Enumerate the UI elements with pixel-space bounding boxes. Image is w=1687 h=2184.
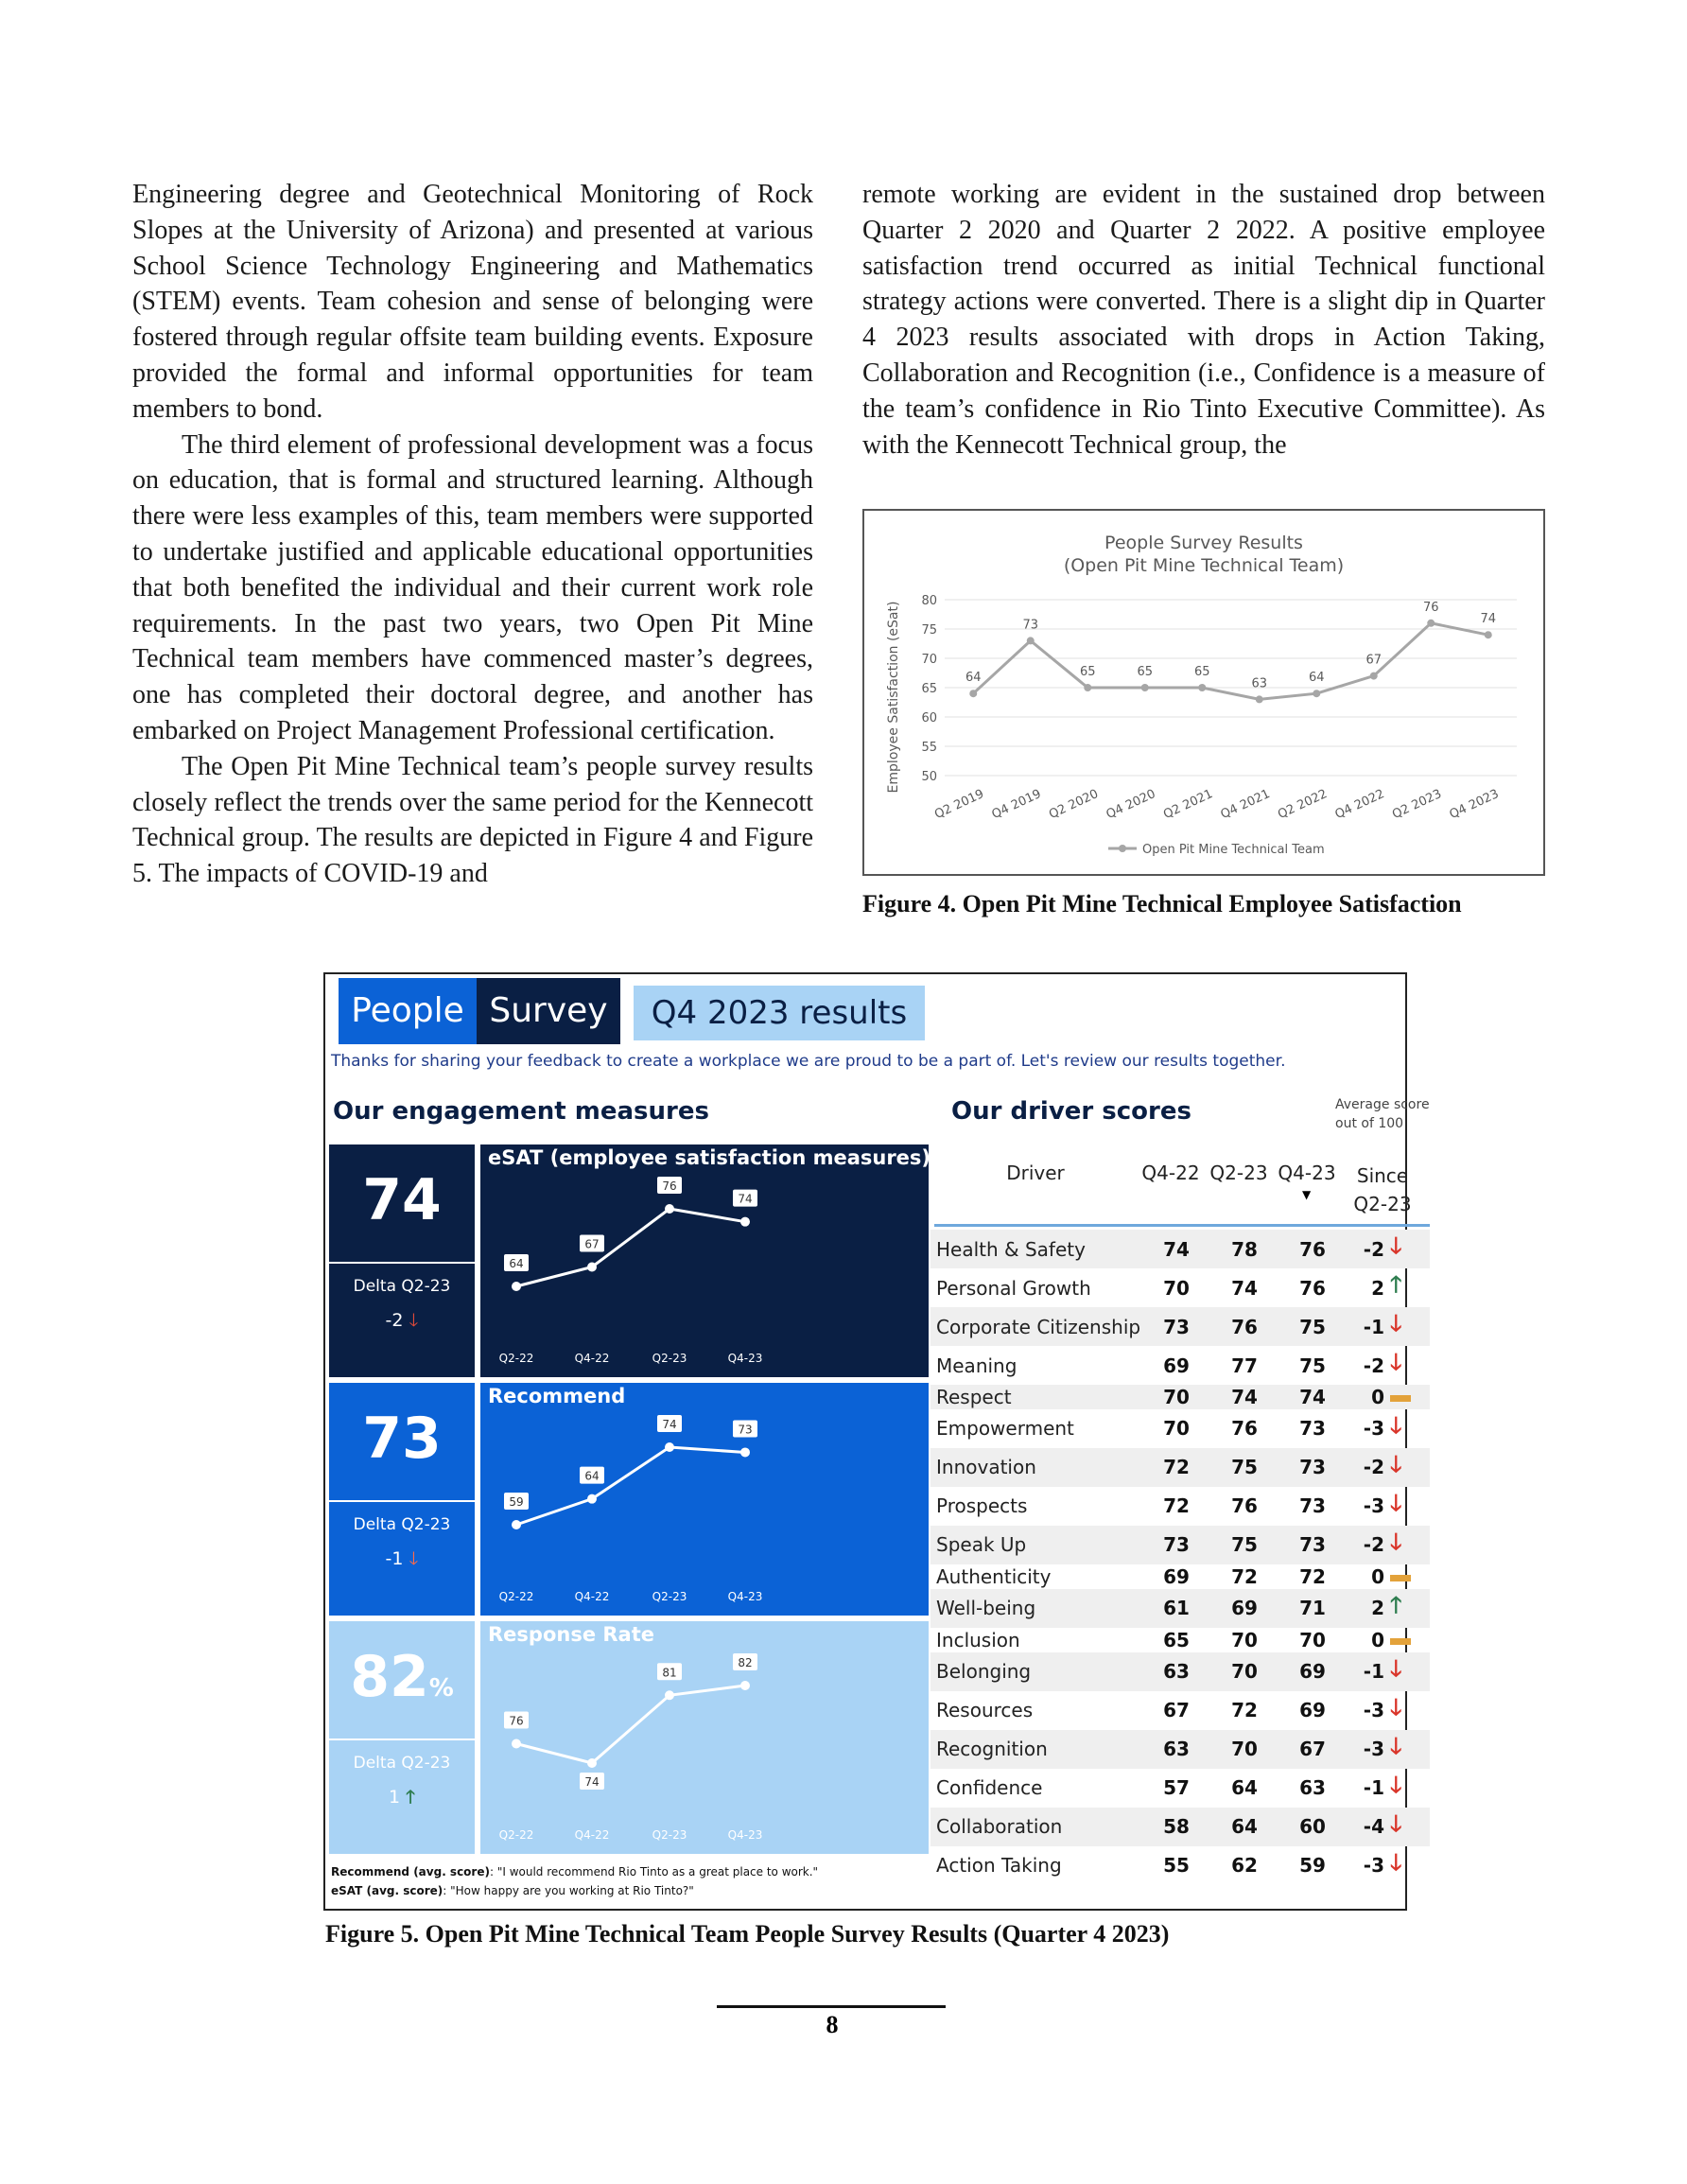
thanks-text: Thanks for sharing your feedback to create a workplace we are proud to be a part of. Let's review our results together. (331, 1052, 1286, 1071)
driver-since: -1 (1347, 1652, 1384, 1691)
y-tick-label: 50 (921, 770, 937, 784)
data-label: 65 (1193, 665, 1210, 679)
sort-down-icon: ▼ (1302, 1188, 1312, 1201)
driver-name: Empowerment (936, 1417, 1074, 1441)
driver-row (930, 1409, 1430, 1448)
header-results: Q4 2023 results (634, 986, 925, 1040)
driver-q4-23: 73 (1278, 1448, 1347, 1487)
driver-name: Innovation (930, 1448, 1142, 1487)
driver-q4-22: 57 (1163, 1776, 1190, 1800)
driver-q4-23: 76 (1299, 1276, 1326, 1300)
data-point (1256, 695, 1263, 703)
up-arrow-icon: 🡑 (406, 1787, 416, 1808)
driver-q2-23: 77 (1231, 1354, 1258, 1377)
recommend-mini-chart (480, 1383, 929, 1616)
header-people: People (339, 978, 477, 1044)
paragraph: remote working are evident in the sustained drop between Quarter 2 2020 and Quarter 2 2022. A positive employee satisfaction trend occurred as initial Technical functional strategy actions were converted. There is a slight dip in Quarter 4 2023 results associated with drops in Action Taking, Collaboration and Recognition (i.e., Confidence is a measure of the team’s confidence in Rio Tinto Executive Committee). As with the Kennecott Technical group, the (862, 180, 1545, 460)
footer-rule (717, 2005, 946, 2008)
y-tick-label: 75 (921, 623, 937, 638)
data-point (1084, 684, 1091, 691)
kpi-esat-delta: -2 🡓 (385, 1310, 419, 1331)
paragraph: The third element of professional development was a focus on education, that is formal and structured learning. Although there were less examples of this, team members were supported to undertake justified and applicable educational opportunities that both benefited the individual and their current work role requirements. In the past two years, two Open Pit Mine Technical team members have commenced master’s degrees, one has completed their doctoral degree, and another has embarked on Project Management Professional certification. (132, 429, 813, 745)
data-point (740, 1447, 750, 1457)
data-label: 65 (1137, 665, 1154, 679)
driver-q4-22: 69 (1163, 1564, 1190, 1588)
data-point (740, 1217, 750, 1227)
driver-q2-23: 70 (1231, 1628, 1258, 1651)
driver-q2-23: 70 (1210, 1652, 1278, 1691)
driver-q2-23: 62 (1231, 1854, 1258, 1878)
driver-q4-23: 59 (1299, 1854, 1326, 1878)
kpi-recommend-tile (329, 1383, 475, 1616)
driver-q2-23: 70 (1210, 1730, 1278, 1769)
driver-since: -2 (1347, 1230, 1384, 1268)
data-label: 64 (584, 1469, 600, 1483)
x-tick-label: Q4-23 (727, 1828, 763, 1842)
driver-row (930, 1730, 1430, 1769)
x-tick-label: Q4 2023 (1447, 787, 1502, 823)
x-tick-label: Q2-22 (498, 1352, 534, 1365)
y-axis-label: Employee Satisfaction (eSat) (886, 601, 901, 794)
down-arrow-icon: 🡓 (409, 1548, 419, 1569)
driver-name: Meaning (936, 1354, 1017, 1377)
data-label: 76 (662, 1179, 677, 1193)
x-tick-label: Q4-22 (574, 1828, 610, 1842)
down-arrow-icon: 🡓 (1390, 1450, 1402, 1477)
driver-q4-23: 73 (1278, 1526, 1347, 1564)
driver-since: -3 (1363, 1494, 1384, 1518)
driver-name: Action Taking (936, 1854, 1062, 1878)
data-point (587, 1494, 597, 1504)
q2-23-header: Q2-23 (1209, 1162, 1268, 1184)
data-label: 74 (584, 1775, 600, 1789)
driver-name: Recognition (930, 1730, 1142, 1769)
driver-q4-23: 69 (1278, 1652, 1347, 1691)
data-point (969, 690, 977, 697)
driver-row (930, 1487, 1430, 1526)
up-arrow-icon: 🡑 (1390, 1271, 1402, 1298)
figure-4-chart (862, 509, 1545, 876)
driver-row (930, 1589, 1430, 1628)
x-tick-label: Q4-22 (574, 1590, 610, 1603)
kpi-recommend-value: 73 (362, 1406, 442, 1472)
driver-row (930, 1846, 1430, 1885)
data-label: 81 (662, 1666, 677, 1680)
header-survey: Survey (477, 978, 620, 1044)
driver-name: Collaboration (930, 1808, 1142, 1846)
down-arrow-icon: 🡓 (1390, 1848, 1402, 1876)
down-arrow-icon: 🡓 (1390, 1732, 1402, 1759)
driver-q4-23: 67 (1278, 1730, 1347, 1769)
data-point (665, 1690, 674, 1700)
data-point (665, 1442, 674, 1452)
data-point (1027, 637, 1035, 644)
flat-dash-icon (1390, 1638, 1411, 1645)
down-arrow-icon: 🡓 (1390, 1528, 1402, 1555)
response-panel-title: Response Rate (488, 1623, 654, 1646)
data-point (665, 1204, 674, 1214)
driver-q4-23: 60 (1278, 1808, 1347, 1846)
data-point (1141, 684, 1149, 691)
driver-q4-22: 72 (1142, 1448, 1210, 1487)
driver-q2-23: 64 (1231, 1776, 1258, 1800)
driver-q4-22: 72 (1163, 1494, 1190, 1518)
driver-q2-23: 75 (1210, 1448, 1278, 1487)
driver-q4-23: 75 (1278, 1307, 1347, 1346)
figure-5-caption: Figure 5. Open Pit Mine Technical Team People Survey Results (Quarter 4 2023) (325, 1920, 1170, 1948)
figure-4-caption: Figure 4. Open Pit Mine Technical Employee Satisfaction (862, 890, 1462, 917)
y-tick-label: 65 (921, 682, 937, 696)
driver-name: Well-being (930, 1589, 1142, 1628)
paragraph: The Open Pit Mine Technical team’s people survey results closely reflect the trends over the same period for the Kennecott Technical group. The results are depicted in Figure 4 and Figure 5. The impacts of COVID-19 and (132, 751, 813, 889)
driver-q4-22: 67 (1163, 1699, 1190, 1722)
recommend-panel (480, 1383, 929, 1616)
driver-q4-23: 72 (1299, 1564, 1326, 1588)
driver-header: Driver (1006, 1162, 1065, 1184)
right-text-column (862, 177, 1545, 463)
kpi-esat-delta-label: Delta Q2-23 (353, 1277, 451, 1296)
data-label: 59 (509, 1495, 524, 1509)
driver-row (930, 1652, 1430, 1691)
x-tick-label: Q4 2022 (1332, 787, 1387, 823)
kpi-esat-tile (329, 1144, 475, 1377)
driver-table (930, 1230, 1430, 1885)
data-point (512, 1739, 521, 1749)
data-point (587, 1263, 597, 1272)
data-point (512, 1282, 521, 1291)
series-line (516, 1447, 745, 1525)
driver-since: -4 (1347, 1808, 1384, 1846)
driver-name: Speak Up (930, 1526, 1142, 1564)
driver-q2-23: 64 (1210, 1808, 1278, 1846)
data-label: 67 (1365, 653, 1383, 668)
x-tick-label: Q4-23 (727, 1590, 763, 1603)
driver-q2-23: 74 (1210, 1385, 1278, 1409)
driver-row (930, 1564, 1430, 1589)
data-label: 74 (1480, 612, 1497, 627)
x-tick-label: Q4 2020 (1104, 787, 1158, 823)
x-tick-label: Q2-22 (498, 1828, 534, 1842)
data-point (1427, 620, 1435, 627)
esat-panel (480, 1144, 929, 1377)
data-label: 64 (509, 1257, 524, 1270)
data-point (1198, 684, 1206, 691)
data-point (587, 1758, 597, 1768)
driver-since: 0 (1347, 1385, 1384, 1409)
driver-q4-22: 61 (1142, 1589, 1210, 1628)
driver-since: -3 (1363, 1417, 1384, 1441)
x-tick-label: Q2 2022 (1276, 787, 1330, 823)
driver-q4-22: 70 (1163, 1276, 1190, 1300)
driver-name: Confidence (936, 1776, 1043, 1800)
down-arrow-icon: 🡓 (1390, 1489, 1402, 1516)
driver-row (930, 1346, 1430, 1385)
data-label: 74 (738, 1192, 753, 1206)
driver-since: -2 (1347, 1526, 1384, 1564)
driver-since: -1 (1347, 1307, 1384, 1346)
esat-panel-title: eSAT (employee satisfaction measures) (488, 1146, 931, 1169)
data-label: 67 (584, 1237, 600, 1251)
driver-q4-23: 75 (1299, 1354, 1326, 1377)
down-arrow-icon: 🡓 (1390, 1654, 1402, 1682)
data-label: 64 (965, 671, 982, 686)
x-tick-label: Q2 2023 (1390, 787, 1444, 823)
kpi-response-tile (329, 1621, 475, 1854)
response-mini-chart (480, 1621, 929, 1854)
y-tick-label: 55 (921, 741, 937, 755)
driver-q4-22: 73 (1142, 1526, 1210, 1564)
driver-row (930, 1448, 1430, 1487)
driver-q4-22: 70 (1163, 1417, 1190, 1441)
flat-dash-icon (1390, 1395, 1411, 1402)
driver-q2-23: 69 (1210, 1589, 1278, 1628)
x-tick-label: Q2-23 (652, 1590, 687, 1603)
driver-name: Authenticity (936, 1564, 1052, 1588)
data-point (1313, 690, 1320, 697)
driver-q4-23: 76 (1278, 1230, 1347, 1268)
down-arrow-icon: 🡓 (409, 1310, 419, 1331)
response-panel (480, 1621, 929, 1854)
legend-label: Open Pit Mine Technical Team (1142, 843, 1325, 857)
driver-name: Corporate Citizenship (930, 1307, 1142, 1346)
data-point (512, 1520, 521, 1529)
driver-since: -2 (1347, 1448, 1384, 1487)
driver-row (930, 1307, 1430, 1346)
kpi-recommend-delta: -1 🡓 (385, 1548, 419, 1569)
driver-name: Resources (936, 1699, 1034, 1722)
q4-23-header: Q4-23 (1278, 1162, 1336, 1184)
average-note: Average score out of 100 (1335, 1097, 1430, 1131)
chart-title: People Survey Results (1104, 533, 1303, 553)
driver-q2-23: 75 (1210, 1526, 1278, 1564)
y-tick-label: 60 (921, 711, 937, 725)
driver-q4-23: 73 (1299, 1417, 1326, 1441)
driver-q4-23: 73 (1299, 1494, 1326, 1518)
data-label: 74 (662, 1418, 677, 1431)
q4-22-header: Q4-22 (1141, 1162, 1200, 1184)
page-number: 8 (826, 2011, 839, 2038)
down-arrow-icon: 🡓 (1390, 1809, 1402, 1837)
data-label: 76 (509, 1714, 524, 1728)
data-point (740, 1681, 750, 1690)
driver-row (930, 1526, 1430, 1564)
driver-q2-23: 78 (1210, 1230, 1278, 1268)
kpi-response-delta-label: Delta Q2-23 (353, 1754, 451, 1773)
since-header: Since Q2-23 (1353, 1164, 1412, 1215)
driver-q4-23: 69 (1299, 1699, 1326, 1722)
series-line (516, 1686, 745, 1763)
driver-q2-23: 76 (1231, 1417, 1258, 1441)
down-arrow-icon: 🡓 (1390, 1349, 1402, 1375)
kpi-esat-value: 74 (362, 1167, 442, 1233)
data-label: 63 (1251, 676, 1268, 691)
down-arrow-icon: 🡓 (1390, 1693, 1402, 1721)
up-arrow-icon: 🡑 (1390, 1591, 1402, 1618)
driver-name: Belonging (930, 1652, 1142, 1691)
x-tick-label: Q2 2019 (932, 787, 986, 823)
driver-since: 0 (1371, 1628, 1384, 1651)
driver-since: 2 (1347, 1589, 1384, 1628)
x-tick-label: Q2 2020 (1047, 787, 1101, 823)
driver-since: -2 (1363, 1354, 1384, 1377)
driver-q4-22: 55 (1163, 1854, 1190, 1878)
down-arrow-icon: 🡓 (1390, 1411, 1402, 1439)
header-divider (934, 1224, 1430, 1227)
driver-name: Personal Growth (936, 1276, 1091, 1300)
driver-q4-22: 69 (1163, 1354, 1190, 1377)
driver-q4-23: 70 (1299, 1628, 1326, 1651)
driver-row (930, 1628, 1430, 1652)
down-arrow-icon: 🡓 (1390, 1232, 1402, 1259)
data-label: 73 (1022, 618, 1039, 633)
driver-row (930, 1230, 1430, 1268)
down-arrow-icon: 🡓 (1390, 1771, 1402, 1798)
down-arrow-icon: 🡓 (1390, 1310, 1402, 1337)
driver-since: -3 (1363, 1699, 1384, 1722)
driver-q4-23: 74 (1278, 1385, 1347, 1409)
data-label: 73 (738, 1423, 753, 1437)
driver-since: -1 (1363, 1776, 1384, 1800)
flat-dash-icon (1390, 1575, 1411, 1581)
driver-row (930, 1808, 1430, 1846)
data-label: 64 (1308, 671, 1325, 686)
driver-q4-23: 71 (1278, 1589, 1347, 1628)
driver-since: -3 (1347, 1730, 1384, 1769)
x-tick-label: Q4-23 (727, 1352, 763, 1365)
series-line (516, 1209, 745, 1286)
data-label: 76 (1422, 600, 1439, 615)
data-point (1370, 673, 1378, 680)
driver-name: Respect (930, 1385, 1142, 1409)
x-tick-label: Q4 2021 (1218, 787, 1273, 823)
data-point (1485, 631, 1492, 638)
x-tick-label: Q2-23 (652, 1828, 687, 1842)
x-tick-label: Q4 2019 (989, 787, 1044, 823)
driver-q2-23: 76 (1231, 1494, 1258, 1518)
driver-q4-22: 70 (1142, 1385, 1210, 1409)
esat-line-chart (864, 511, 1543, 874)
recommend-panel-title: Recommend (488, 1385, 626, 1407)
driver-q4-22: 65 (1163, 1628, 1190, 1651)
driver-q4-22: 63 (1142, 1730, 1210, 1769)
driver-since: 0 (1371, 1564, 1384, 1588)
y-tick-label: 70 (921, 653, 937, 667)
x-tick-label: Q4-22 (574, 1352, 610, 1365)
driver-q2-23: 72 (1231, 1699, 1258, 1722)
driver-q4-23: 63 (1299, 1776, 1326, 1800)
engagement-title: Our engagement measures (333, 1097, 709, 1126)
legend-marker (1119, 845, 1126, 852)
left-text-column (132, 177, 813, 892)
data-label: 65 (1079, 665, 1096, 679)
x-tick-label: Q2 2021 (1161, 787, 1215, 823)
driver-q2-23: 74 (1231, 1276, 1258, 1300)
driver-row (930, 1769, 1430, 1808)
driver-since: 2 (1371, 1276, 1384, 1300)
driver-q4-22: 74 (1142, 1230, 1210, 1268)
driver-q4-22: 73 (1142, 1307, 1210, 1346)
kpi-response-value: 82% (350, 1644, 454, 1710)
figure-5-dashboard (323, 972, 1430, 1911)
x-tick-label: Q2-22 (498, 1590, 534, 1603)
driver-q2-23: 72 (1231, 1564, 1258, 1588)
kpi-response-delta: 1 🡑 (388, 1787, 416, 1808)
driver-title: Our driver scores (951, 1097, 1191, 1126)
kpi-recommend-delta-label: Delta Q2-23 (353, 1515, 451, 1534)
y-tick-label: 80 (921, 594, 937, 608)
footnote-recommend: Recommend (avg. score): "I would recommend Rio Tinto as a great place to work." (331, 1865, 819, 1878)
driver-since: -3 (1363, 1854, 1384, 1878)
driver-q4-22: 58 (1142, 1808, 1210, 1846)
footnote-esat: eSAT (avg. score): "How happy are you working at Rio Tinto?" (331, 1884, 694, 1897)
data-label: 82 (738, 1656, 753, 1669)
driver-q2-23: 76 (1210, 1307, 1278, 1346)
driver-name: Prospects (936, 1494, 1028, 1518)
chart-subtitle: (Open Pit Mine Technical Team) (1063, 555, 1345, 576)
driver-row (930, 1691, 1430, 1730)
paragraph: Engineering degree and Geotechnical Monitoring of Rock Slopes at the University of Arizona) and presented at various School Science Technology Engineering and Mathematics (STEM) events. Team cohesion and sense of belonging were fostered through regular offsite team building events. Exposure provided the formal and informal opportunities for team members to bond. (132, 180, 813, 424)
driver-q4-22: 63 (1142, 1652, 1210, 1691)
esat-mini-chart (480, 1144, 929, 1377)
driver-name: Health & Safety (930, 1230, 1142, 1268)
driver-name: Inclusion (936, 1628, 1020, 1651)
driver-row (930, 1268, 1430, 1307)
driver-row (930, 1385, 1430, 1409)
x-tick-label: Q2-23 (652, 1352, 687, 1365)
